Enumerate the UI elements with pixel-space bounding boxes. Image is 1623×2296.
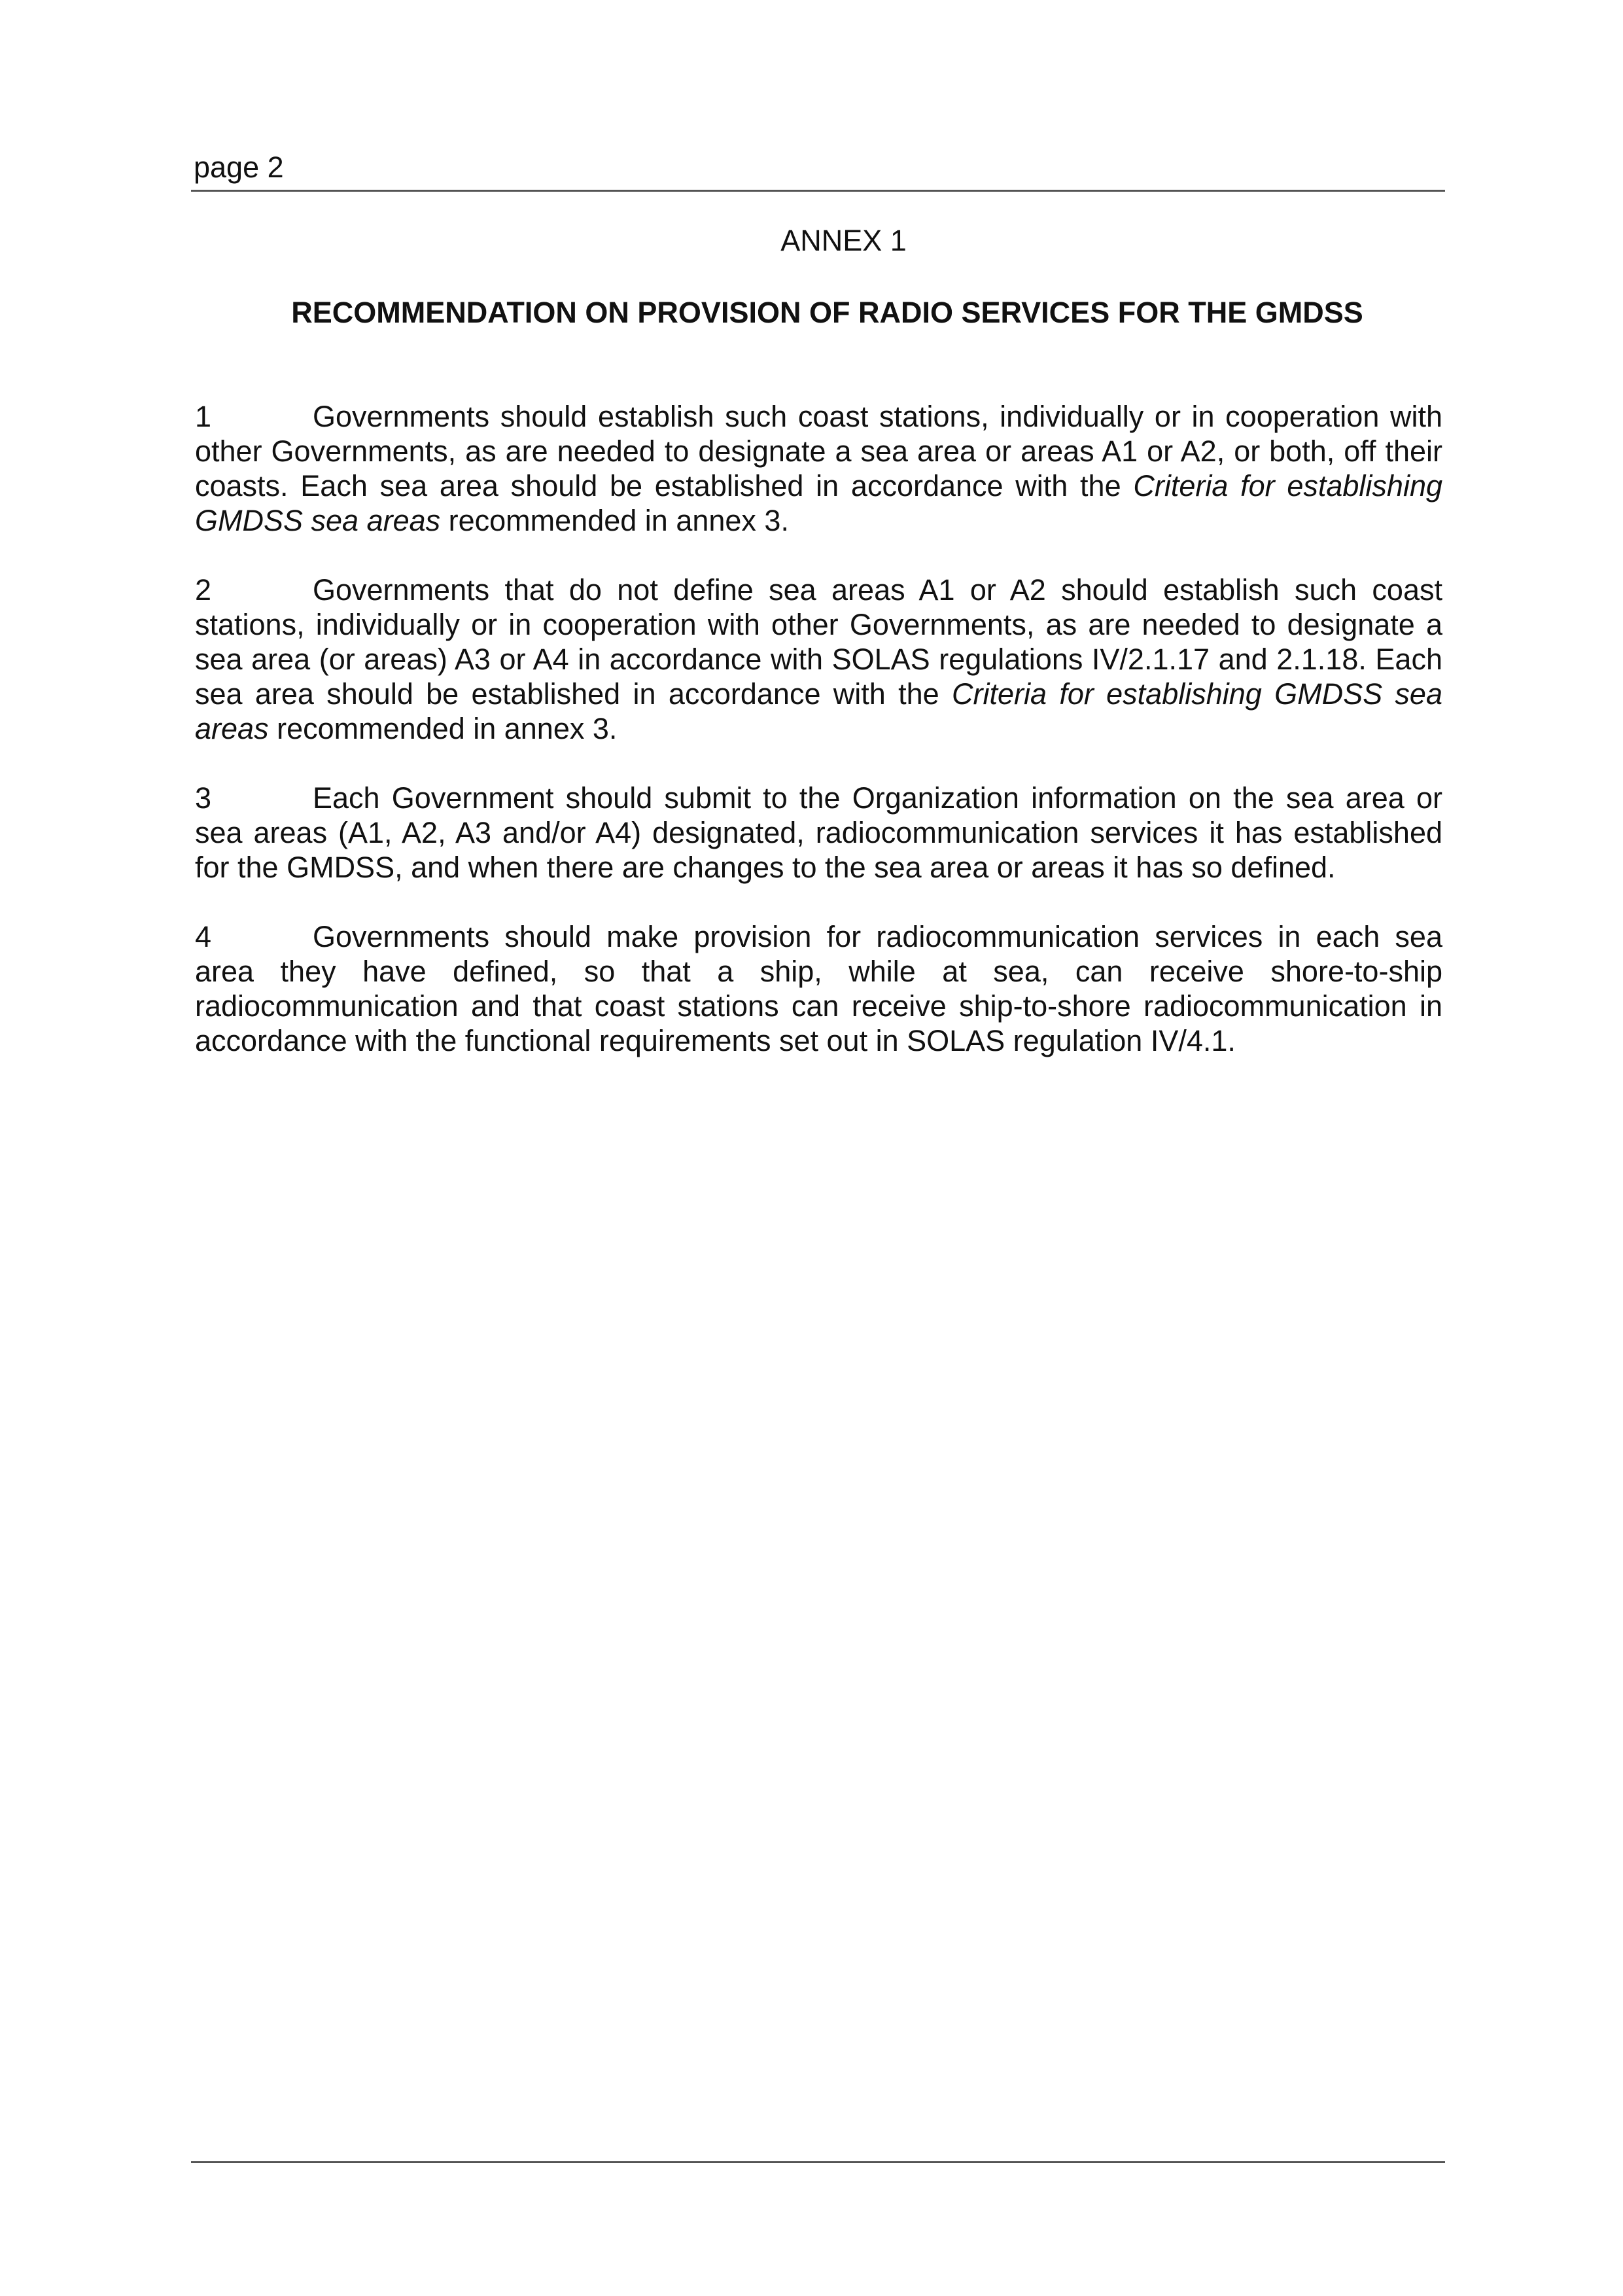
document-title: RECOMMENDATION ON PROVISION OF RADIO SERVICES FOR THE GMDSS xyxy=(291,296,1363,329)
paragraph-number: 4 xyxy=(195,920,212,953)
paragraph-3 xyxy=(195,781,1442,885)
paragraph-text: Each Government should submit to the Organization information on the sea area or sea areas (A1, A2, A3 and/or A4) designated, radiocommunication services it has established for the GMDSS, and when there are changes to the sea area or areas it has so defined. xyxy=(195,781,1442,884)
footer-divider xyxy=(191,2161,1445,2163)
paragraph-text: Governments should establish such coast stations, individually or in cooperation with other Governments, as are needed to designate a sea area or areas A1 or A2, or both, off their coasts. Each sea area should be established in accordance with the xyxy=(195,400,1442,503)
page-number-label: page 2 xyxy=(194,150,284,184)
paragraph-4 xyxy=(195,919,1442,1058)
paragraph-text-end: recommended in annex 3. xyxy=(440,504,789,537)
criteria-reference: Criteria for establishing GMDSS sea areas xyxy=(195,677,1442,745)
paragraph-1 xyxy=(195,399,1442,538)
paragraph-number: 3 xyxy=(195,781,212,815)
criteria-reference: Criteria for establishing GMDSS sea areas xyxy=(195,469,1442,537)
paragraph-text-end: recommended in annex 3. xyxy=(268,712,618,745)
paragraph-number: 1 xyxy=(195,400,212,433)
annex-label: ANNEX 1 xyxy=(780,224,907,257)
header-divider xyxy=(191,190,1445,192)
paragraph-number: 2 xyxy=(195,573,212,607)
paragraph-2 xyxy=(195,573,1442,746)
document-body xyxy=(195,399,1442,1093)
paragraph-text: Governments should make provision for radiocommunication services in each sea area they have defined, so that a ship, while at sea, can receive shore-to-ship radiocommunication and that coast stations can receive ship-to-shore radiocommunication in accordance with the functional requirements set out in SOLAS regulation IV/4.1. xyxy=(195,920,1442,1057)
paragraph-text: Governments that do not define sea areas A1 or A2 should establish such coast stations, individually or in cooperation with other Governments, as are needed to designate a sea area (or areas) A3 or A4 in accordance with SOLAS regulations IV/2.1.17 and 2.1.18. Each sea area should be established in accordance with the xyxy=(195,573,1442,711)
